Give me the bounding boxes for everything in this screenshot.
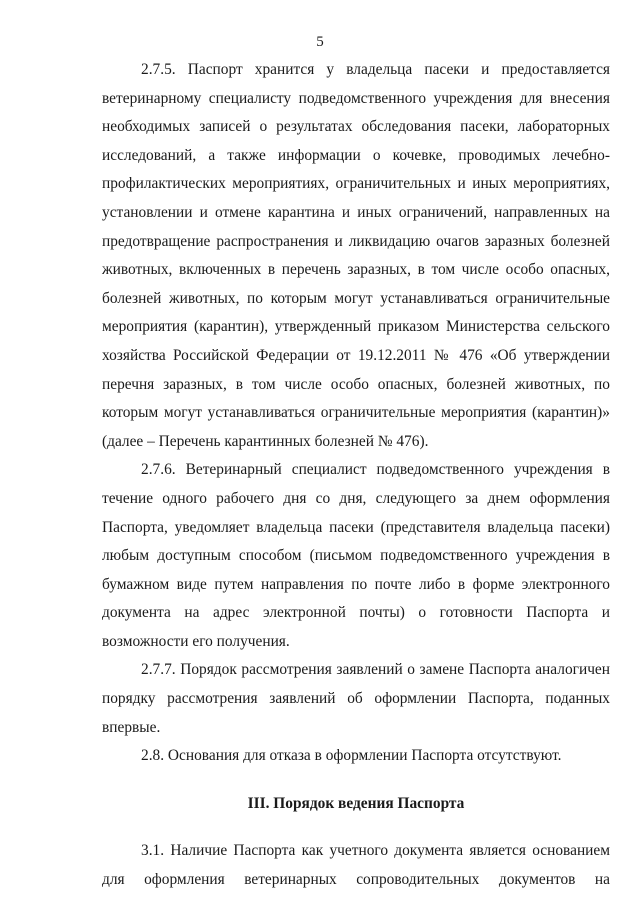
paragraph-3-1: 3.1. Наличие Паспорта как учетного документа является основанием для оформления ветеринарных сопроводительных документов на (102, 842, 610, 889)
paragraph-2-7-7: 2.7.7. Порядок рассмотрения заявлений о замене Паспорта аналогичен порядку рассмотрения заявлений об оформлении Паспорта, поданных впервые. (102, 661, 610, 736)
paragraph-2-7-5: 2.7.5. Паспорт хранится у владельца пасеки и предоставляется ветеринарному специалисту подведомственного учреждения для внесения необходимых записей о результатах обследования пасеки, лабораторных исследований, а также информации о кочевке, проводимых лечебно-профилактических мероприятиях, ограничительных и иных мероприятиях, установлении и отмене карантина и иных ограничений, направленных на предотвращение распространения и ликвидацию очагов заразных болезней животных, включенных в перечень заразных, в том числе особо опасных, болезней животных, по которым могут устанавливаться ограничительные мероприятия (карантин), утвержденный приказом Министерства сельского хозяйства Российской Федерации от 19.12.2011 № 476 «Об утверждении перечня заразных, в том числе особо опасных, болезней животных, по которым могут устанавливаться ограничительные мероприятия (карантин)» (далее – Перечень карантинных болезней № 476). (102, 61, 610, 450)
page-number: 5 (316, 34, 324, 50)
paragraph-2-7-6: 2.7.6. Ветеринарный специалист подведомственного учреждения в течение одного рабочего дня со дня, следующего за днем оформления Паспорта, уведомляет владельца пасеки (представителя владельца пасеки) любым доступным способом (письмом подведомственного учреждения в бумажном виде путем направления по почте либо в форме электронного документа на адрес электронной почты) о готовности Паспорта и возможности его получения. (102, 461, 610, 650)
section-title: III. Порядок ведения Паспорта (247, 794, 465, 812)
document-body (102, 56, 610, 895)
paragraph-2-8: 2.8. Основания для отказа в оформлении Паспорта отсутствуют. (141, 747, 562, 765)
